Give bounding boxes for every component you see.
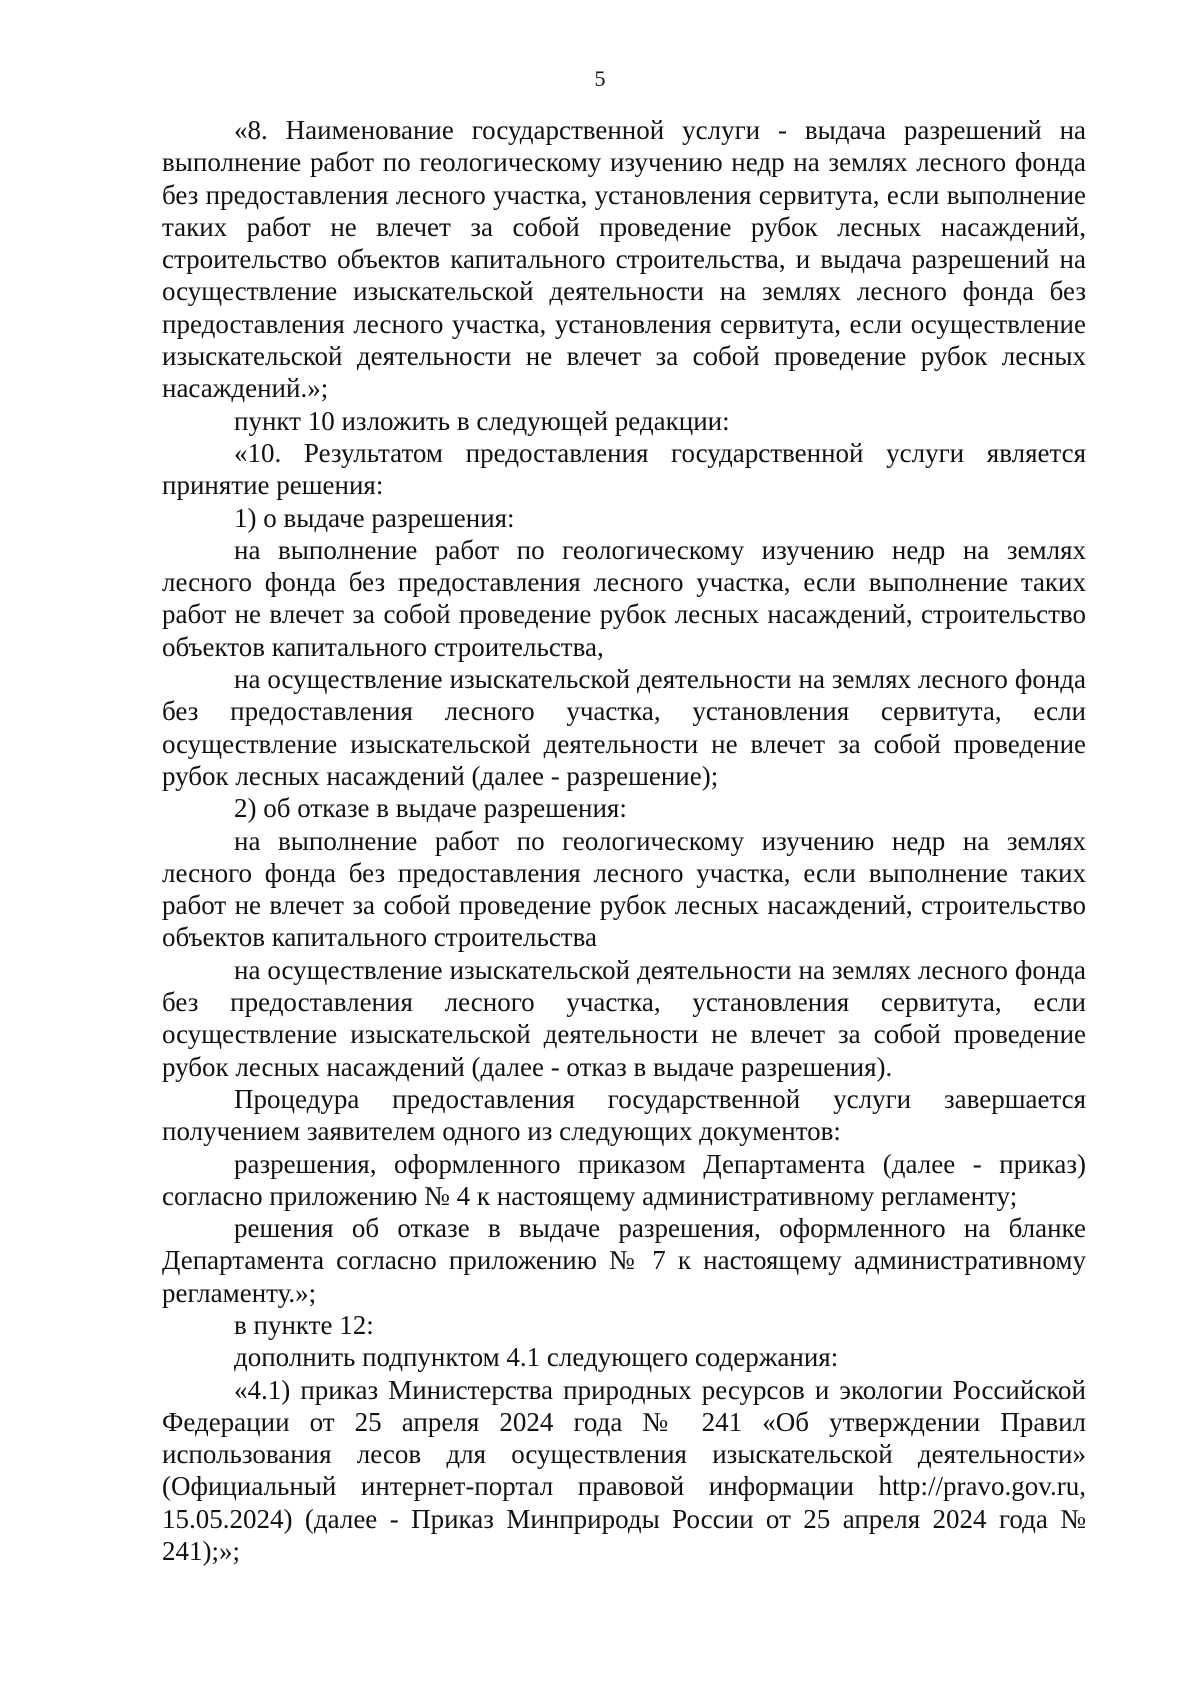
paragraph-item-10-intro: пункт 10 изложить в следующей редакции: (234, 405, 730, 436)
page-number: 5 (594, 66, 606, 91)
paragraph-item-12: в пункте 12: (234, 1309, 374, 1340)
paragraph-service-name: «8. Наименование государственной услуги - выдача разрешений на выполнение работ по геологическому изучению недр на землях лесного фонда без предоставления лесного участка, установления сервитута, если выполнение таких работ не влечет за собой проведение рубок лесных насаждений, строительство объектов капитального строительства, и выдача разрешений на осуществление изыскательской деятельности на землях лесного фонда без предоставления лесного участка, установления сервитута, если осуществление изыскательской деятельности не влечет за собой проведение рубок лесных насаждений.»; (162, 115, 1086, 404)
paragraph-permit-order: разрешения, оформленного приказом Департамента (далее - приказ) согласно приложению № 4 к настоящему административному регламенту; (162, 1148, 1086, 1211)
paragraph-procedure: Процедура предоставления государственной услуги завершается получением заявителем одного из следующих документов: (162, 1083, 1086, 1147)
paragraph-issue-permit: 1) о выдаче разрешения: (234, 502, 515, 533)
paragraph-item-10-result: «10. Результатом предоставления государственной услуги является принятие решения: (162, 437, 1086, 501)
paragraph-issue-survey: на осуществление изыскательской деятельности на землях лесного фонда без предоставления лесного участка, установления сервитута, если осуществление изыскательской деятельности не влечет за собой проведение рубок лесных насаждений (далее - разрешение); (162, 664, 1086, 791)
document-body (162, 114, 1086, 1567)
paragraph-refusal-geology: на выполнение работ по геологическому изучению недр на землях лесного фонда без предоставления лесного участка, если выполнение таких работ не влечет за собой проведение рубок лесных насаждений, строительство объектов капитального строительства (162, 825, 1086, 953)
paragraph-refusal-survey: на осуществление изыскательской деятельности на землях лесного фонда без предоставления лесного участка, установления сервитута, если осуществление изыскательской деятельности не влечет за собой проведение рубок лесных насаждений (далее - отказ в выдаче разрешения). (162, 954, 1086, 1082)
paragraph-refusal-decision: решения об отказе в выдаче разрешения, оформленного на бланке Департамента согласно приложению № 7 к настоящему административному регламенту.»; (162, 1213, 1086, 1308)
paragraph-add-subitem: дополнить подпунктом 4.1 следующего содержания: (234, 1342, 839, 1373)
paragraph-refusal: 2) об отказе в выдаче разрешения: (234, 793, 627, 824)
paragraph-issue-geology: на выполнение работ по геологическому изучению недр на землях лесного фонда без предоставления лесного участка, если выполнение таких работ не влечет за собой проведение рубок лесных насаждений, строительство объектов капитального строительства, (162, 534, 1086, 662)
paragraph-subitem-4-1: «4.1) приказ Министерства природных ресурсов и экологии Российской Федерации от 25 апреля 2024 года № 241 «Об утверждении Правил использования лесов для осуществления изыскательской деятельности» (Официальный интернет-портал правовой информации http://pravo.gov.ru, 15.05.2024) (далее - Приказ Минприроды России от 25 апреля 2024 года № 241);»; (162, 1374, 1086, 1567)
